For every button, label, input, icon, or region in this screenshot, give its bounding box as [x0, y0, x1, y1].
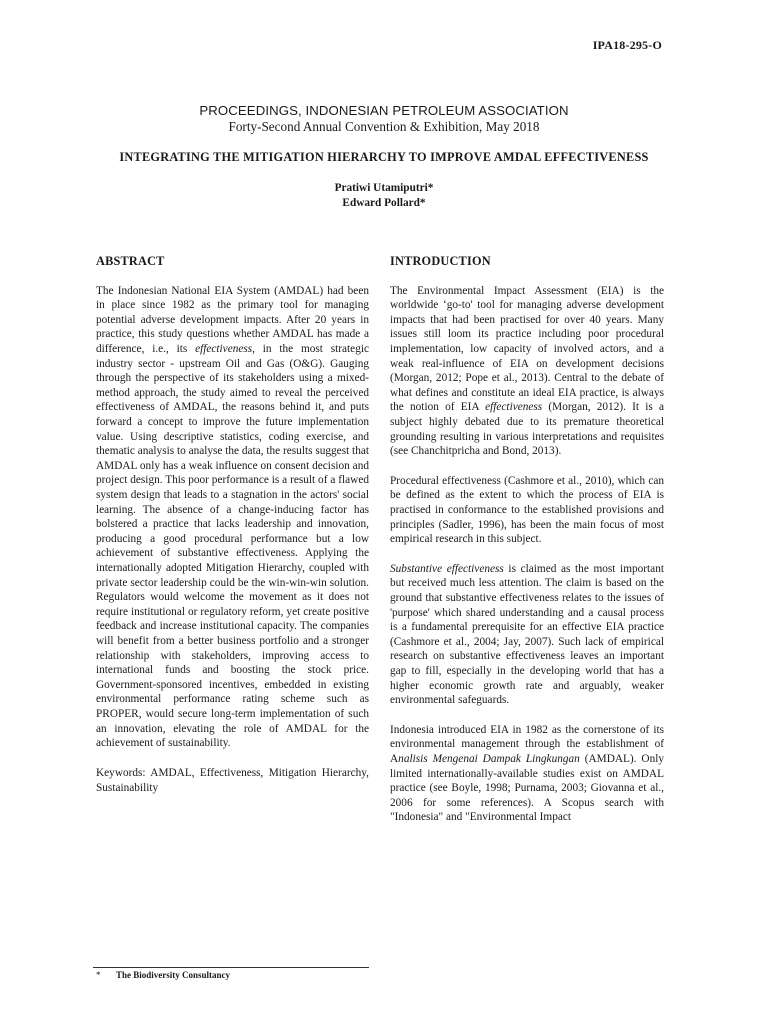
footnote-divider: [93, 967, 369, 968]
abstract-column: [96, 254, 369, 812]
author-name: Edward Pollard*: [342, 196, 426, 209]
intro-paragraph: Procedural effectiveness (Cashmore et al., 2010), which can be defined as the extent to which the process of EIA is practised in conformance to the established provisions and principles (Sadler, 1996), has been the main focus of most empirical research in this subject.: [390, 474, 664, 546]
abstract-paragraph: The Indonesian National EIA System (AMDAL) had been in place since 1982 as the primary tool for managing potential adverse development impacts. After 20 years in practice, this study questions whether AMDAL has made a difference, i.e., its effectiveness, in the most strategic industry sector - upstream Oil and Gas (O&G). Gauging through the perspective of its stakeholders using a mixed-method approach, the study aimed to reveal the perceived effectiveness of AMDAL, the reasons behind it, and puts forward a concept to improve the future implementation value. Using descriptive statistics, coding exercise, and thematic analysis to analyse the data, the results suggest that AMDAL only has a weak influence on consent decision and project design. This poor performance is a result of a flawed system design that leads to a stagnation in the actors' social learning. The absence of a change-inducing factor has bolstered a practice that lacks leadership and innovation, producing a good procedural performance but a low achievement of substantive effectiveness. Applying the internationally adopted Mitigation Hierarchy, coupled with private sector leadership could be the win-win-win solution. Regulators would welcome the movement as it does not require institutional or regulatory reform, yet create positive feedback and increase institutional capacity. The companies will benefit from a better business portfolio and a stronger relationship with stakeholders, improving access to international funds and boosting the stock price. Government-sponsored incentives, embedded in existing environmental performance rating scheme such as PROPER, would secure long-term implementation of such an innovation, elevating the role of AMDAL for the achievement of sustainability.: [96, 284, 369, 750]
intro-paragraph: The Environmental Impact Assessment (EIA) is the worldwide ‘go-to' tool for managing adverse development impacts that had been practised for over 40 years. Many issues still loom its practice including poor procedural implementation, low capacity of involved actors, and a weak real-influence of EIA on development decisions (Morgan, 2012; Pope et al., 2013). Central to the debate of what defines and constitute an ideal EIA practice, is always the notion of EIA effectiveness (Morgan, 2012). It is a subject highly debated due to its premature theoretical grounding resulting in various interpretations and requisites (see Chanchitpricha and Bond, 2013).: [390, 284, 665, 458]
introduction-column: [390, 254, 664, 840]
proceedings-header: [0, 103, 768, 135]
paper-title: INTEGRATING THE MITIGATION HIERARCHY TO IMPROVE AMDAL EFFECTIVENESS: [119, 150, 649, 164]
author-list: [0, 181, 768, 210]
keywords: Keywords: AMDAL, Effectiveness, Mitigation Hierarchy, Sustainability: [96, 766, 369, 795]
proceedings-title: PROCEEDINGS, INDONESIAN PETROLEUM ASSOCIATION: [199, 103, 569, 118]
intro-paragraph: Substantive effectiveness is claimed as the most important but received much less attention. The claim is based on the ground that substantive effectiveness relates to the issues of 'purpose' which shared understanding and a causal process is a fundamental prerequisite for an effective EIA practice (Cashmore et al., 2004; Jay, 2007). Such lack of empirical research on substantive effectiveness leaves an important gap to fill, especially in the developing world that has a higher economic growth rate and arguably, weaker environmental safeguards.: [390, 562, 664, 707]
footnote-text: The Biodiversity Consultancy: [116, 970, 231, 980]
footnote-mark: *: [96, 970, 101, 980]
introduction-heading: INTRODUCTION: [390, 254, 491, 268]
author-name: Pratiwi Utamiputri*: [334, 182, 434, 194]
document-id: IPA18-295-O: [592, 38, 662, 52]
footnote: [96, 970, 230, 980]
abstract-heading: ABSTRACT: [96, 254, 165, 268]
convention-subtitle: Forty-Second Annual Convention & Exhibition, May 2018: [228, 119, 540, 134]
intro-paragraph: Indonesia introduced EIA in 1982 as the cornerstone of its environmental management through the establishment of Analisis Mengenai Dampak Lingkungan (AMDAL). Only limited internationally-available studies exist on AMDAL practice (see Boyle, 1998; Purnama, 2003; Giovanna et al., 2006 for some references). A Scopus search with "Indonesia" and "Environmental Impact: [390, 723, 665, 824]
